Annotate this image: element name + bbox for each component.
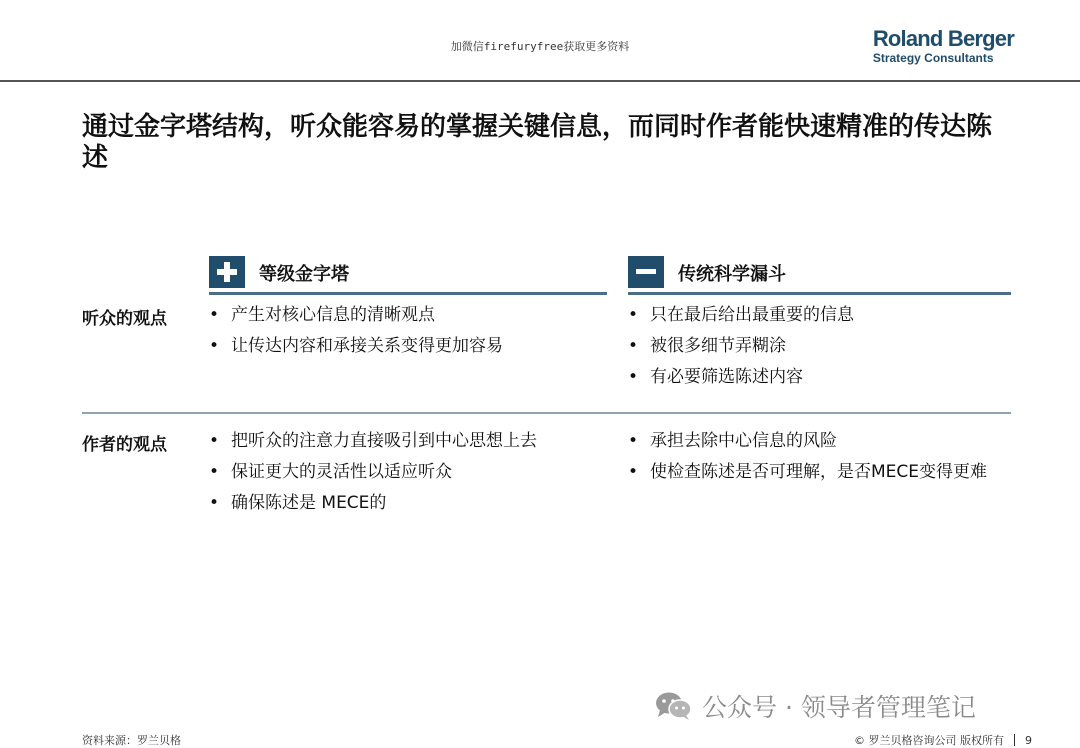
list-item: • 确保陈述是 MECE的	[209, 491, 619, 515]
row-divider	[82, 412, 1011, 414]
wechat-watermark	[654, 688, 976, 724]
copyright-text: © 罗兰贝格咨询公司 版权所有	[854, 734, 1004, 747]
footer-copyright	[854, 732, 1032, 748]
list-item: • 产生对核心信息的清晰观点	[209, 303, 609, 327]
row-label-audience: 听众的观点	[82, 309, 167, 329]
page-number: 9	[1025, 733, 1032, 747]
plus-icon	[209, 256, 245, 288]
list-item: • 使检查陈述是否可理解，是否MECE变得更难	[628, 460, 1013, 484]
column-rule-left	[209, 292, 607, 295]
roland-berger-logo	[873, 28, 1014, 65]
audience-funnel-list	[628, 303, 1013, 396]
author-funnel-list	[628, 429, 1013, 491]
page-title: 通过金字塔结构，听众能容易的掌握关键信息，而同时作者能快速精准的传达陈述	[82, 112, 993, 173]
column-rule-right	[628, 292, 1011, 295]
footer-separator	[1014, 734, 1015, 746]
list-item: • 让传达内容和承接关系变得更加容易	[209, 334, 609, 358]
top-watermark: 加微信firefuryfree获取更多资料	[450, 40, 630, 53]
wechat-watermark-text: 公众号 · 领导者管理笔记	[702, 693, 976, 722]
list-item: • 被很多细节弄糊涂	[628, 334, 1013, 358]
logo-brand: Roland Berger	[872, 26, 1014, 51]
wechat-icon	[654, 690, 694, 722]
minus-icon	[628, 256, 664, 288]
author-pyramid-list	[209, 429, 619, 522]
audience-pyramid-list	[209, 303, 609, 365]
column-label-funnel: 传统科学漏斗	[678, 264, 786, 285]
header-divider	[0, 80, 1080, 82]
logo-subtitle: Strategy Consultants	[872, 51, 994, 65]
list-item: • 只在最后给出最重要的信息	[628, 303, 1013, 327]
list-item: • 保证更大的灵活性以适应听众	[209, 460, 619, 484]
row-label-author: 作者的观点	[82, 435, 167, 455]
column-label-pyramid: 等级金字塔	[259, 264, 349, 285]
list-item: • 承担去除中心信息的风险	[628, 429, 1013, 453]
column-header-funnel	[628, 256, 1011, 296]
footer-source: 资料来源：罗兰贝格	[82, 734, 181, 747]
list-item: • 把听众的注意力直接吸引到中心思想上去	[209, 429, 619, 453]
list-item: • 有必要筛选陈述内容	[628, 365, 1013, 389]
column-header-pyramid	[209, 256, 607, 296]
